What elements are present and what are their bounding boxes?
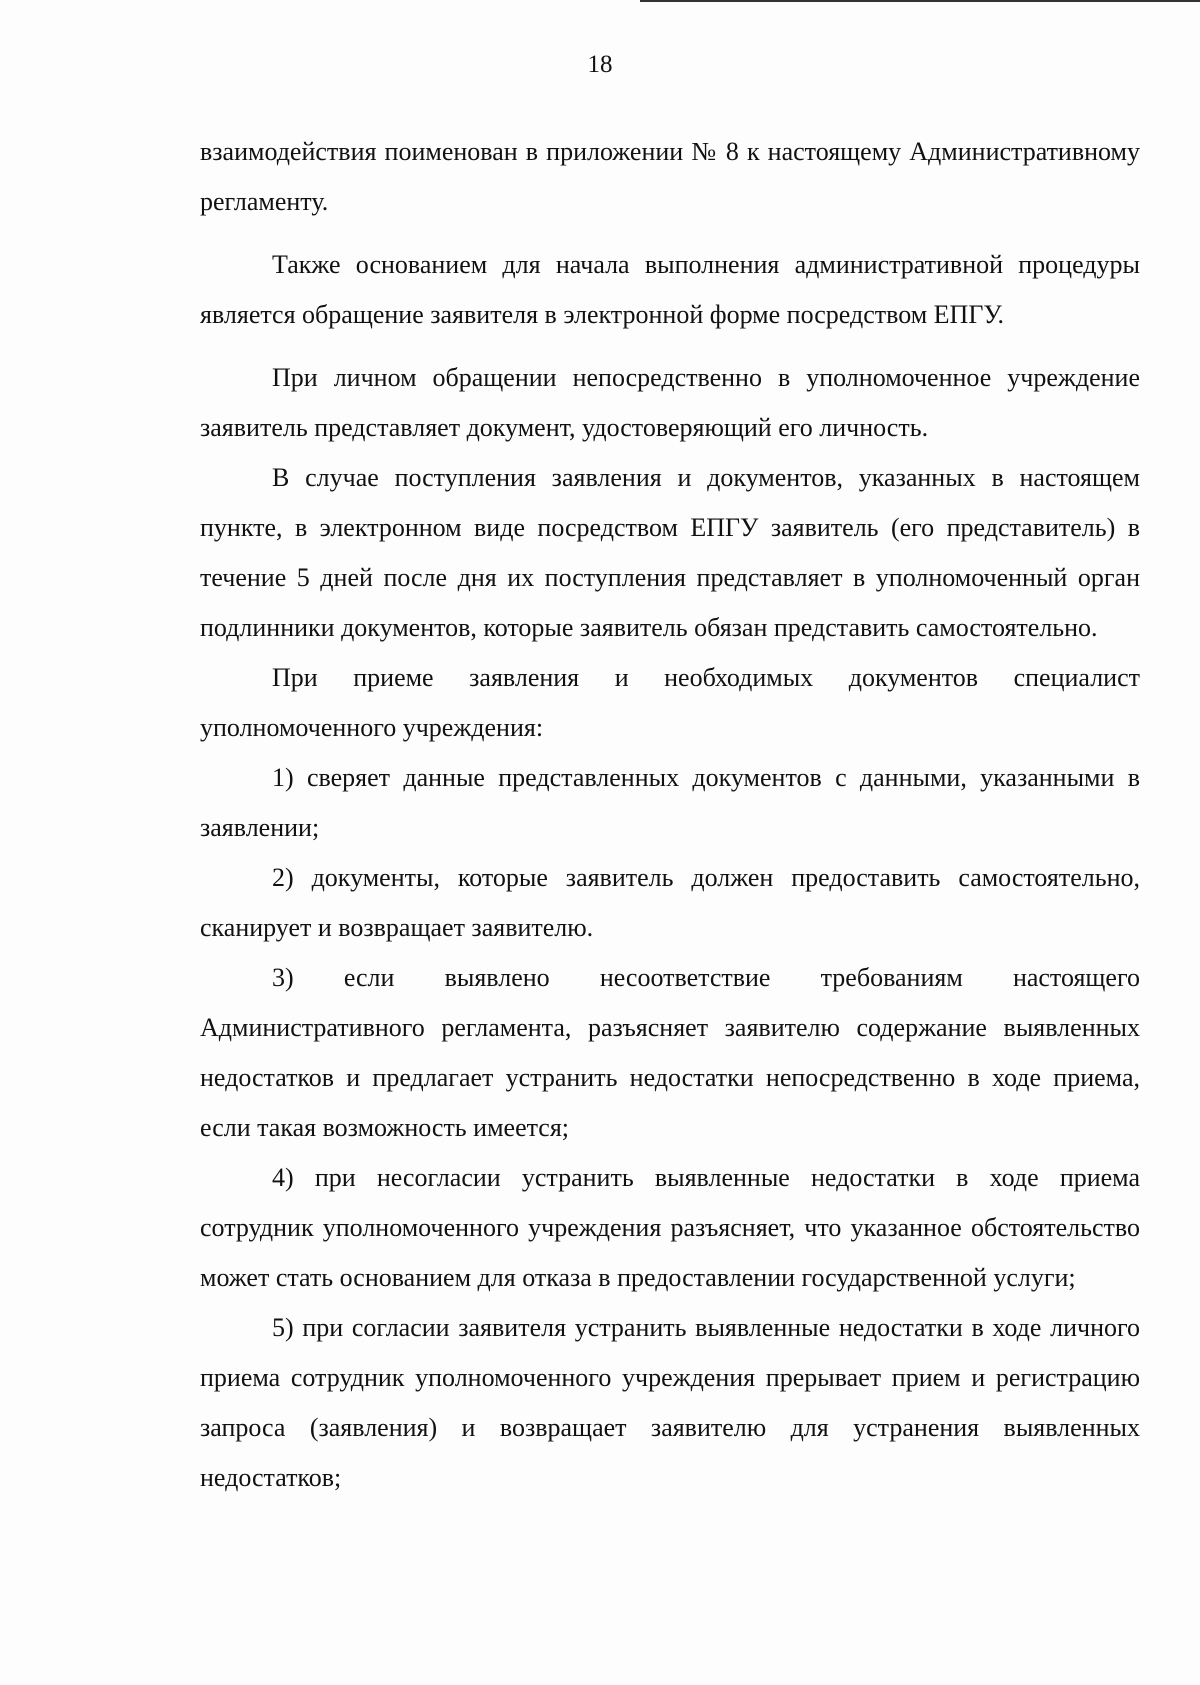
- list-item-1: 1) сверяет данные представленных документов с данными, указанными в заявлении;: [200, 763, 1140, 842]
- paragraph-epgu-basis: Также основанием для начала выполнения административной процедуры является обращение заявителя в электронной форме посредством ЕПГУ.: [200, 250, 1140, 329]
- list-item-3: 3) если выявлено несоответствие требованиям настоящего Административного регламента, разъясняет заявителю содержание выявленных недостатков и предлагает устранить недостатки непосредственно в ходе приема, если такая возможность имеется;: [200, 963, 1140, 1142]
- paragraph-continuation: взаимодействия поименован в приложении № 8 к настоящему Административному регламенту.: [200, 137, 1140, 216]
- list-item-4: 4) при несогласии устранить выявленные недостатки в ходе приема сотрудник уполномоченного учреждения разъясняет, что указанное обстоятельство может стать основанием для отказа в предоставлении государственной услуги;: [200, 1163, 1140, 1292]
- document-body: [200, 127, 1140, 1503]
- paragraph-personal-appeal: При личном обращении непосредственно в уполномоченное учреждение заявитель представляет документ, удостоверяющий его личность.: [200, 363, 1140, 442]
- list-item-5: 5) при согласии заявителя устранить выявленные недостатки в ходе личного приема сотрудник уполномоченного учреждения прерывает прием и регистрацию запроса (заявления) и возвращает заявителю для устранения выявленных недостатков;: [200, 1313, 1140, 1492]
- paragraph-reception-specialist: При приеме заявления и необходимых документов специалист уполномоченного учреждения:: [200, 663, 1140, 742]
- list-item-2: 2) документы, которые заявитель должен предоставить самостоятельно, сканирует и возвращает заявителю.: [200, 863, 1140, 942]
- top-edge-rule: [640, 0, 1200, 2]
- paragraph-electronic-receipt: В случае поступления заявления и документов, указанных в настоящем пункте, в электронном виде посредством ЕПГУ заявитель (его представитель) в течение 5 дней после дня их поступления представляет в уполномоченный орган подлинники документов, которые заявитель обязан представить самостоятельно.: [200, 463, 1140, 642]
- page-number: 18: [587, 51, 613, 78]
